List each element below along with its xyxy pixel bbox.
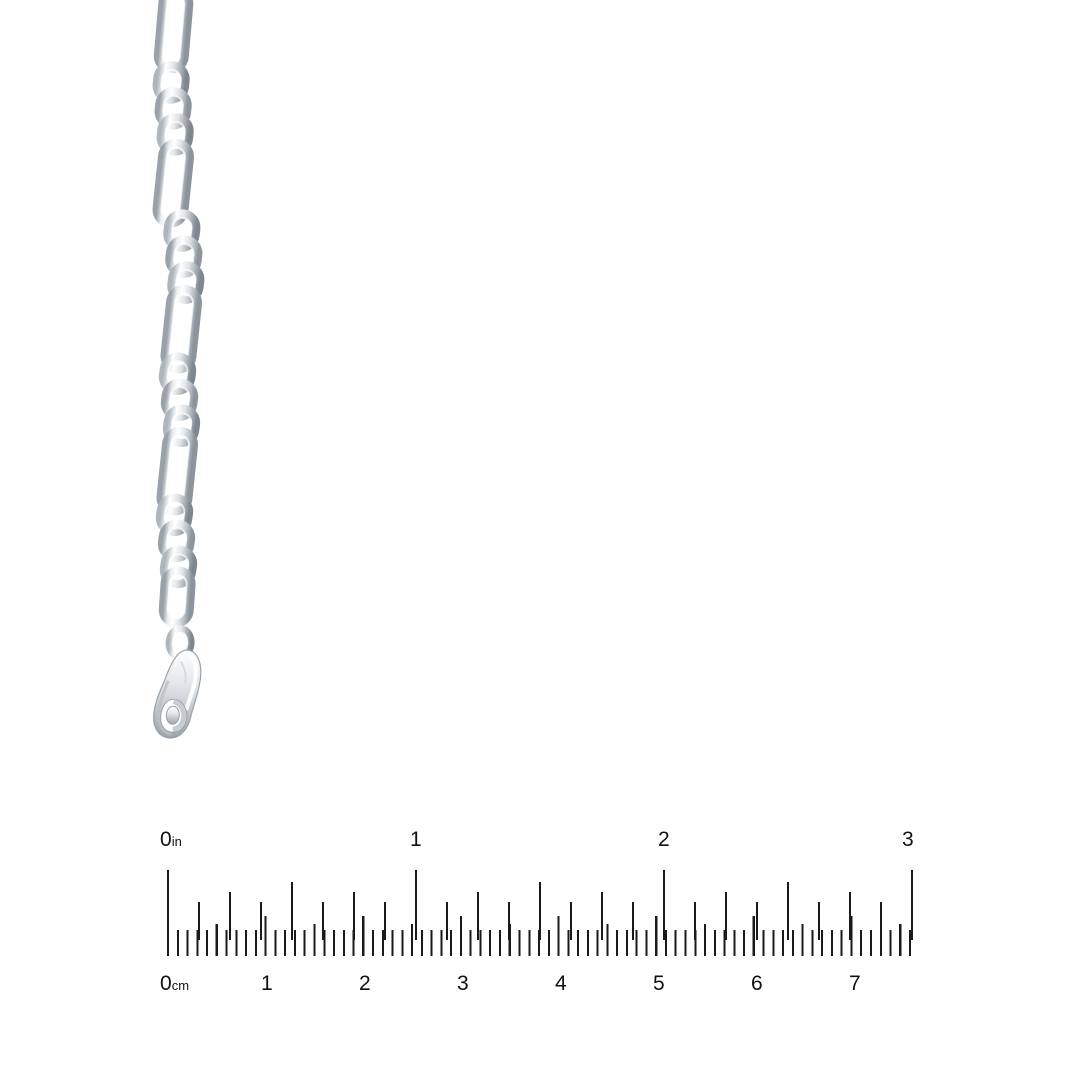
ruler-inch-label-0: 0in xyxy=(160,828,182,851)
ruler-cm-label-0: 0cm xyxy=(160,972,190,995)
measurement-ruler xyxy=(140,810,960,1030)
ruler-cm-label-3: 3 xyxy=(457,972,469,995)
ruler-cm-label-4: 4 xyxy=(555,972,567,995)
ruler-cm-label-6: 6 xyxy=(751,972,763,995)
ruler-cm-label-1: 1 xyxy=(261,972,273,995)
ruler-ticks xyxy=(140,810,960,1030)
ruler-cm-label-2: 2 xyxy=(359,972,371,995)
product-photo-necklace-chain xyxy=(120,0,340,780)
ruler-inch-label-1: 1 xyxy=(410,828,422,851)
ruler-inch-label-2: 2 xyxy=(658,828,670,851)
ruler-cm-label-5: 5 xyxy=(653,972,665,995)
ruler-cm-label-7: 7 xyxy=(849,972,861,995)
chain-links xyxy=(155,0,201,657)
lobster-clasp xyxy=(152,648,202,740)
ruler-inch-label-3: 3 xyxy=(902,828,914,851)
